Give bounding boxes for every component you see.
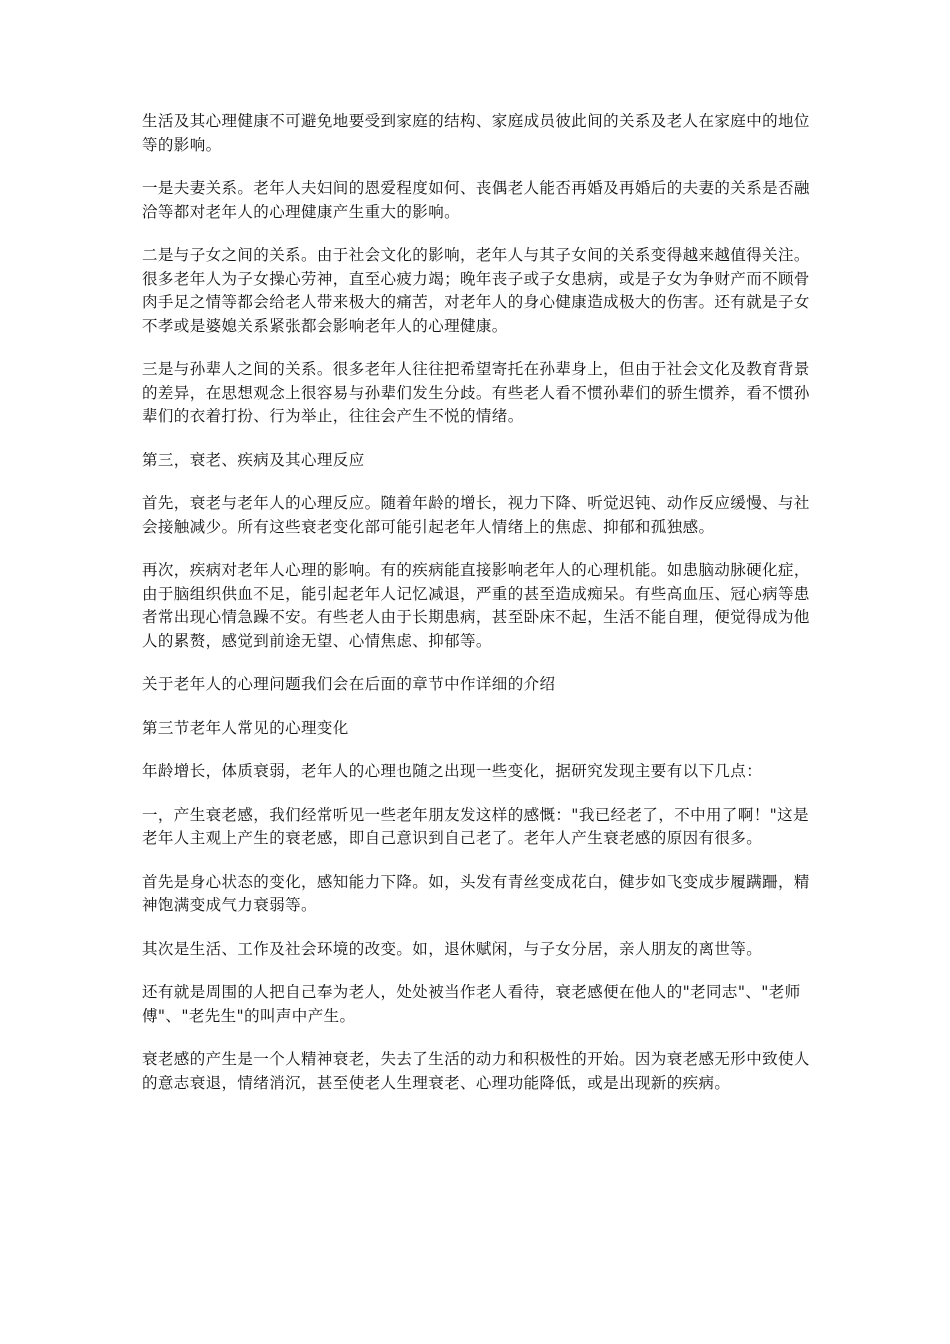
document-body [142, 110, 822, 1115]
paragraph-physical-changes: 首先是身心状态的变化，感知能力下降。如，头发有青丝变成花白，健步如飞变成步履蹒跚，精神饱满变成气力衰弱等。 [142, 872, 810, 914]
paragraph-aging-reaction: 首先，衰老与老年人的心理反应。随着年龄的增长，视力下降、听觉迟钝、动作反应缓慢、与社会接触减少。所有这些衰老变化部可能引起老年人情绪上的焦虑、抑郁和孤独感。 [142, 494, 810, 536]
paragraph-family-structure: 生活及其心理健康不可避免地要受到家庭的结构、家庭成员彼此间的关系及老人在家庭中的地位等的影响。 [142, 112, 810, 154]
paragraph-treated-as-elderly: 还有就是周围的人把自己奉为老人，处处被当作老人看待，衰老感便在他人的"老同志"、"老师傅"、"老先生"的叫声中产生。 [142, 983, 801, 1025]
paragraph-spouse-relationship: 一是夫妻关系。老年人夫妇间的恩爱程度如何、丧偶老人能否再婚及再婚后的夫妻的关系是否融洽等都对老年人的心理健康产生重大的影响。 [142, 179, 810, 221]
paragraph-later-chapters: 关于老年人的心理问题我们会在后面的章节中作详细的介绍 [142, 675, 556, 693]
paragraph-children-relationship: 二是与子女之间的关系。由于社会文化的影响，老年人与其子女间的关系变得越来越值得关注。很多老年人为子女操心劳神，直至心疲力竭；晚年丧子或子女患病，或是子女为争财产而不顾骨肉手足之情等都会给老人带来极大的痛苦，对老年人的身心健康造成极大的伤害。还有就是子女不孝或是婆媳关系紧张都会影响老年人的心理健康。 [142, 246, 810, 335]
paragraph-sense-of-aging: 一，产生衰老感，我们经常听见一些老年朋友发这样的感慨："我已经老了，不中用了啊！"这是老年人主观上产生的衰老感，即自己意识到自己老了。老年人产生衰老感的原因有很多。 [142, 805, 809, 847]
heading-section-three: 第三节老年人常见的心理变化 [142, 718, 349, 737]
paragraph-disease-influence: 再次，疾病对老年人心理的影响。有的疾病能直接影响老年人的心理机能。如患脑动脉硬化症，由于脑组织供血不足，能引起老年人记忆减退，严重的甚至造成痴呆。有些高血压、冠心病等患者常出现心情急躁不安。有些老人由于长期患病，甚至卧床不起，生活不能自理，便觉得成为他人的累赘，感觉到前途无望、心情焦虑、抑郁等。 [142, 561, 810, 650]
paragraph-grandchildren-relationship: 三是与孙辈人之间的关系。很多老年人往往把希望寄托在孙辈身上，但由于社会文化及教育背景的差异，在思想观念上很容易与孙辈们发生分歧。有些老人看不惯孙辈们的骄生惯养，看不惯孙辈们的衣着打扮、行为举止，往往会产生不悦的情绪。 [142, 360, 810, 425]
paragraph-aging-consequences: 衰老感的产生是一个人精神衰老，失去了生活的动力和积极性的开始。因为衰老感无形中致使人的意志衰退，情绪消沉，甚至使老人生理衰老、心理功能降低，或是出现新的疾病。 [142, 1050, 810, 1092]
paragraph-environment-changes: 其次是生活、工作及社会环境的改变。如，退休赋闲，与子女分居，亲人朋友的离世等。 [142, 939, 763, 958]
paragraph-changes-intro: 年龄增长，体质衰弱，老年人的心理也随之出现一些变化，据研究发现主要有以下几点： [142, 762, 763, 780]
heading-aging-disease: 第三，衰老、疾病及其心理反应 [142, 450, 365, 469]
